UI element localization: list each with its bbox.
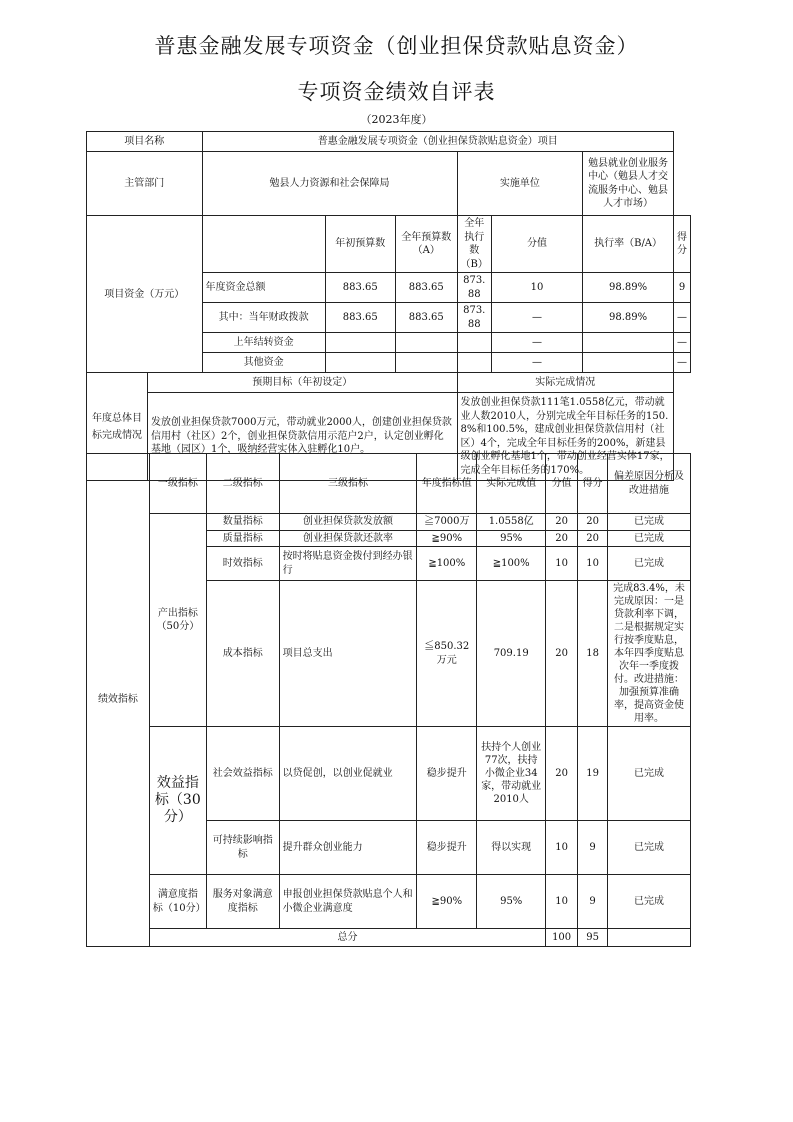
perf-score: 10	[546, 821, 578, 875]
funds-cell	[457, 353, 491, 373]
perf-header-score: 分值	[546, 454, 578, 514]
perf-got: 18	[578, 581, 608, 727]
funds-cell	[325, 353, 395, 373]
goals-label: 年度总体目标完成情况	[87, 373, 148, 481]
perf-l3: 项目总支出	[279, 581, 417, 727]
perf-target: ≧90%	[417, 530, 477, 547]
perf-header-target: 年度指标值	[417, 454, 477, 514]
actual-goal-header: 实际完成情况	[457, 373, 673, 393]
funds-cell: 873.88	[457, 273, 491, 303]
perf-l3: 提升群众创业能力	[279, 821, 417, 875]
perf-got: 19	[578, 727, 608, 821]
satisfaction-indicator-label: 满意度指标（10分）	[149, 875, 206, 929]
perf-actual: ≧100%	[477, 547, 546, 581]
document-subtitle: 专项资金绩效自评表	[297, 80, 496, 104]
expected-goal-text: 发放创业担保贷款7000万元，带动就业2000人，创建创业担保贷款信用村（社区）2个，创业担保贷款信用示范户2户，认定创业孵化基地（园区）1个，吸纳经营实体入驻孵化10户。	[148, 393, 458, 481]
funds-row-name: 其他资金	[202, 353, 325, 373]
perf-score: 20	[546, 581, 578, 727]
perf-got: 20	[578, 514, 608, 531]
perf-target: ≧90%	[417, 875, 477, 929]
funds-cell: —	[491, 333, 582, 353]
perf-header-got: 得分	[578, 454, 608, 514]
funds-cell: —	[674, 303, 691, 333]
funds-cell: —	[491, 353, 582, 373]
benefit-indicator-label: 效益指标（30分）	[149, 727, 206, 875]
dept-value: 勉县人力资源和社会保障局	[202, 152, 457, 216]
document-title: 普惠金融发展专项资金（创业担保贷款贴息资金）	[154, 34, 639, 58]
expected-goal-header: 预期目标（年初设定）	[148, 373, 458, 393]
perf-l2: 成本指标	[206, 581, 279, 727]
perf-got: 20	[578, 530, 608, 547]
funds-row-name: 其中：当年财政拨款	[202, 303, 325, 333]
perf-header-l1: 一级指标	[149, 454, 206, 514]
funds-cell: 98.89%	[583, 273, 674, 303]
perf-actual: 95%	[477, 530, 546, 547]
funds-label-text: 项目资金（万元）	[104, 288, 185, 300]
funds-header: 全年预算数（A）	[395, 216, 457, 273]
funds-cell	[457, 333, 491, 353]
funds-cell: 98.89%	[583, 303, 674, 333]
funds-cell	[583, 353, 674, 373]
perf-reason: 已完成	[608, 514, 691, 531]
project-name-value: 普惠金融发展专项资金（创业担保贷款贴息资金）项目	[202, 132, 673, 152]
perf-score: 20	[546, 514, 578, 531]
perf-score: 20	[546, 530, 578, 547]
funds-header: 年初预算数	[325, 216, 395, 273]
perf-target: ≧100%	[417, 547, 477, 581]
funds-cell: 873.88	[457, 303, 491, 333]
funds-cell: —	[674, 353, 691, 373]
perf-l2: 可持续影响指标	[206, 821, 279, 875]
funds-row-name: 年度资金总额	[202, 273, 325, 303]
project-name-label: 项目名称	[87, 132, 203, 152]
perf-l3: 以贷促创，以创业促就业	[279, 727, 417, 821]
funds-cell: —	[491, 303, 582, 333]
funds-cell	[395, 333, 457, 353]
document-year: （2023年度）	[360, 113, 433, 126]
perf-actual: 得以实现	[477, 821, 546, 875]
perf-l2: 服务对象满意度指标	[206, 875, 279, 929]
total-label: 总分	[149, 929, 545, 947]
perf-header-l2: 二级指标	[206, 454, 279, 514]
perf-target: 稳步提升	[417, 821, 477, 875]
total-score: 100	[546, 929, 578, 947]
perf-reason: 已完成	[608, 875, 691, 929]
perf-actual: 1.0558亿	[477, 514, 546, 531]
perf-got: 9	[578, 875, 608, 929]
perf-score: 20	[546, 727, 578, 821]
impl-label: 实施单位	[457, 152, 583, 216]
total-got: 95	[578, 929, 608, 947]
perf-l2: 质量指标	[206, 530, 279, 547]
perf-got: 10	[578, 547, 608, 581]
funds-label	[87, 216, 203, 373]
perf-label: 绩效指标	[87, 454, 150, 947]
funds-cell	[325, 333, 395, 353]
perf-l3: 申报创业担保贷款贴息个人和小微企业满意度	[279, 875, 417, 929]
perf-target: ≦850.32万元	[417, 581, 477, 727]
funds-header: 执行率（B/A）	[583, 216, 674, 273]
perf-actual: 95%	[477, 875, 546, 929]
perf-reason: 已完成	[608, 727, 691, 821]
perf-actual: 709.19	[477, 581, 546, 727]
info-table	[86, 131, 691, 481]
funds-header: 得分	[674, 216, 691, 273]
funds-cell: 883.65	[325, 303, 395, 333]
perf-actual: 扶持个人创业77次，扶持小微企业34家，带动就业2010人	[477, 727, 546, 821]
funds-cell: 883.65	[395, 273, 457, 303]
funds-header-blank	[202, 216, 325, 273]
funds-header: 分值	[491, 216, 582, 273]
impl-value: 勉县就业创业服务中心（勉县人才交流服务中心、勉县人才市场）	[583, 152, 674, 216]
perf-reason: 已完成	[608, 821, 691, 875]
dept-label: 主管部门	[87, 152, 203, 216]
perf-target: 稳步提升	[417, 727, 477, 821]
perf-header-reason: 偏差原因分析及改进措施	[608, 454, 691, 514]
perf-score: 10	[546, 875, 578, 929]
perf-l3: 创业担保贷款发放额	[279, 514, 417, 531]
perf-score: 10	[546, 547, 578, 581]
perf-got: 9	[578, 821, 608, 875]
perf-l2: 社会效益指标	[206, 727, 279, 821]
perf-l3: 按时将贴息资金拨付到经办银行	[279, 547, 417, 581]
perf-reason: 完成83.4%，未完成原因：一是贷款利率下调，二是根据规定实行按季度贴息，本年四季度贴息次年一季度拨付。改进措施：加强预算准确率，提高资金使用率。	[608, 581, 691, 727]
output-indicator-label: 产出指标（50分）	[149, 514, 206, 727]
perf-header-actual: 实际完成值	[477, 454, 546, 514]
perf-reason: 已完成	[608, 530, 691, 547]
total-reason-blank	[608, 929, 691, 947]
funds-cell: 10	[491, 273, 582, 303]
perf-reason: 已完成	[608, 547, 691, 581]
funds-cell: 883.65	[325, 273, 395, 303]
perf-l2: 时效指标	[206, 547, 279, 581]
performance-table	[86, 453, 691, 947]
funds-cell: 9	[674, 273, 691, 303]
funds-row-name: 上年结转资金	[202, 333, 325, 353]
funds-header: 全年执行数（B）	[457, 216, 491, 273]
actual-goal-text: 发放创业担保贷款111笔1.0558亿元，带动就业人数2010人，分别完成全年目标任务的150.8%和100.5%，建成创业担保贷款信用村（社区）4个，完成全年目标任务的200%，新建县级创业孵化基地1个，带动创业经营实体17家，完成全年目标任务的170%。	[457, 393, 673, 481]
funds-cell: —	[674, 333, 691, 353]
perf-l3: 创业担保贷款还款率	[279, 530, 417, 547]
perf-l2: 数量指标	[206, 514, 279, 531]
funds-cell	[395, 353, 457, 373]
perf-header-l3: 三级指标	[279, 454, 417, 514]
funds-cell: 883.65	[395, 303, 457, 333]
funds-cell	[583, 333, 674, 353]
perf-target: ≧7000万	[417, 514, 477, 531]
